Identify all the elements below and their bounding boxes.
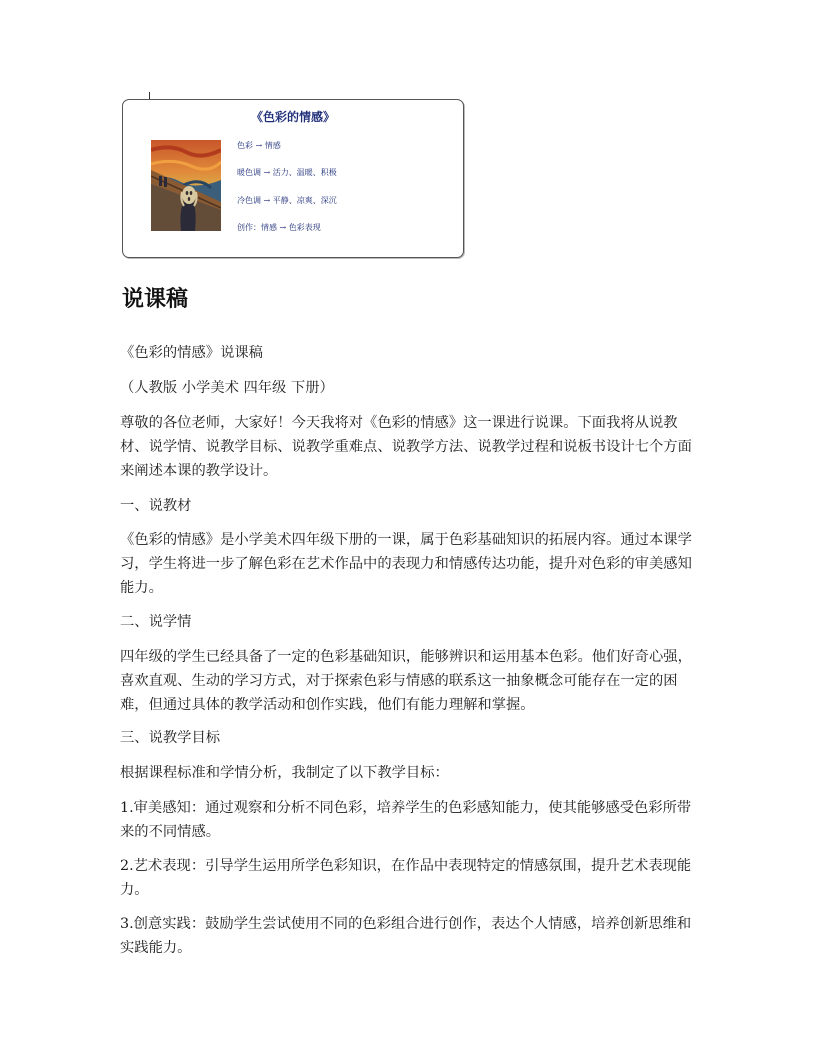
objective-item-2: 2.艺术表现：引导学生运用所学色彩知识，在作品中表现特定的情感氛围，提升艺术表现能力。 <box>120 858 692 898</box>
board-title: 《色彩的情感》 <box>250 110 335 124</box>
objectives-intro-paragraph: 根据课程标准和学情分析，我制定了以下教学目标： <box>120 765 449 781</box>
cursor-mark <box>149 92 150 99</box>
board-line-creation: 创作：情感 → 色彩表现 <box>237 223 321 232</box>
section-heading-textbook: 一、说教材 <box>120 498 192 514</box>
textbook-paragraph: 《色彩的情感》是小学美术四年级下册的一课，属于色彩基础知识的拓展内容。通过本课学习，学生将进一步了解色彩在艺术作品中的表现力和情感传达功能，提升对色彩的审美感知能力。 <box>120 532 692 596</box>
objective-item-3: 3.创意实践：鼓励学生尝试使用不同的色彩组合进行创作，表达个人情感，培养创新思维和实践能力。 <box>120 916 692 956</box>
the-scream-painting-image <box>151 140 221 231</box>
board-line-cool-tones: 冷色调 → 平静、凉爽、深沉 <box>237 196 337 205</box>
students-paragraph: 四年级的学生已经具备了一定的色彩基础知识，能够辨识和运用基本色彩。他们好奇心强，喜欢直观、生动的学习方式，对于探索色彩与情感的联系这一抽象概念可能存在一定的困难，但通过具体的教学活动和创作实践，他们有能力理解和掌握。 <box>120 649 692 713</box>
board-line-color-emotion: 色彩 → 情感 <box>237 141 281 150</box>
page-heading: 说课稿 <box>122 287 189 312</box>
intro-paragraph: 尊敬的各位老师，大家好！今天我将对《色彩的情感》这一课进行说课。下面我将从说教材、说学情、说教学目标、说教学重难点、说教学方法、说教学过程和说板书设计七个方面来阐述本课的教学设计。 <box>120 415 692 479</box>
lesson-title-paragraph: 《色彩的情感》说课稿 <box>120 345 263 361</box>
section-heading-objectives: 三、说教学目标 <box>120 730 221 746</box>
objective-item-1: 1.审美感知：通过观察和分析不同色彩，培养学生的色彩感知能力，使其能够感受色彩所带来的不同情感。 <box>120 800 692 840</box>
edition-paragraph: （人教版 小学美术 四年级 下册） <box>120 380 334 396</box>
blackboard-design-card <box>122 99 464 258</box>
board-line-warm-tones: 暖色调 → 活力、温暖、积极 <box>237 168 337 177</box>
section-heading-students: 二、说学情 <box>120 614 192 630</box>
